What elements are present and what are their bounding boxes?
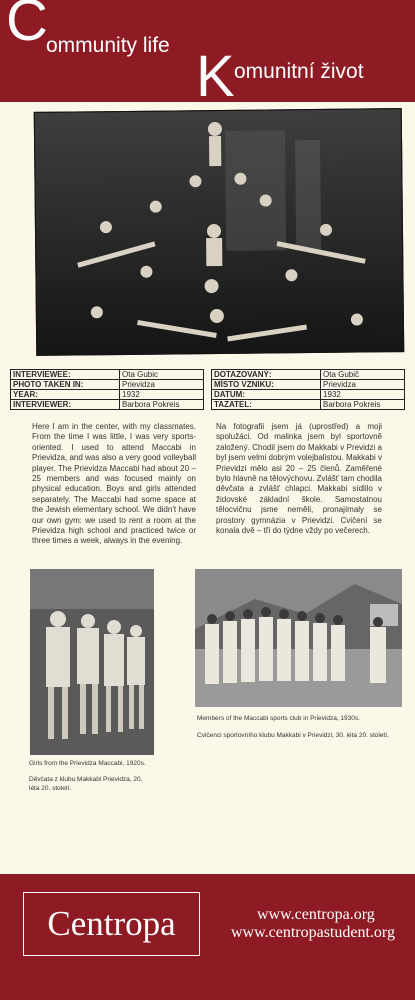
- main-photo: [34, 108, 405, 356]
- info-value: Prievidza: [120, 380, 204, 390]
- info-row: [11, 370, 204, 380]
- info-value: 1932: [120, 390, 204, 400]
- info-row: [11, 400, 204, 410]
- info-value: Barbora Pokreis: [120, 400, 204, 410]
- title-cz: omunitní život: [234, 60, 364, 83]
- title-en: ommunity life: [46, 34, 170, 57]
- info-key: MÍSTO VZNIKU:: [212, 380, 321, 390]
- info-value: Ota Gubič: [321, 370, 405, 380]
- info-value: Prievidza: [321, 380, 405, 390]
- centropa-link[interactable]: www.centropa.org: [257, 906, 375, 923]
- girls-photo: [30, 569, 154, 755]
- info-key: INTERVIEWEE:: [11, 370, 120, 380]
- body-text-en: Here I am in the center, with my classmates. From the time I was little, I was very sports-oriented. I used to attend Maccabi in Prievidza, and was also a very good volleyball player. The Prievidza Maccabi had about 20 – 25 members and was focused mainly on physical education. Boys and girls attended separately. The Maccabi had some space at the Jewish elementary school. We didn't have our own gym: we used to rent a room at the Prievidza high school and practiced twice or three times a week, always in the evening.: [32, 422, 196, 546]
- info-value: Ota Gubic: [120, 370, 204, 380]
- caption-girls-en: Girls from the Prievidza Maccabi, 1920s.: [29, 760, 146, 767]
- info-row: [212, 370, 405, 380]
- title-en-initial: C: [6, 0, 48, 53]
- info-key: PHOTO TAKEN IN:: [11, 380, 120, 390]
- caption-club-cz: Cvičenci sportovního klubu Makkabi v Prievidzi, 30. léta 20. století.: [197, 732, 389, 739]
- body-text-cz: Na fotografii jsem já (uprostřed) a moji spolužáci. Od malinka jsem byl sportovně založený. Chodil jsem do Makkabi v Previdzi a byl jsem velmi dobrým volejbalistou. Makkabi v Prievidzi mělo asi 20 – 25 členů. Zaměřené bylo hlavně na tělovýchovu. Zvlášť tam chodila děvčata a zvlášť chlapci. Makkabi sídlilo v židovské základní škole. Samostatnou tělocvičnu jsme neměli, pronajímaly se prostory gymnázia v Prievidzi. Cvičení se konala dvě – tři do týdne vždy po večerech.: [216, 422, 382, 536]
- gymnasts-pyramid-image: [35, 109, 404, 355]
- info-row: [212, 380, 405, 390]
- info-key: DOTAZOVANÝ:: [212, 370, 321, 380]
- info-key: TAZATEL:: [212, 400, 321, 410]
- info-table-en: [10, 369, 204, 410]
- info-key: YEAR:: [11, 390, 120, 400]
- info-key: INTERVIEWER:: [11, 400, 120, 410]
- caption-girls-cz: Děvčata z klubu Makkabi Prievidza, 20. léta 20. století.: [29, 776, 143, 792]
- info-row: [11, 390, 204, 400]
- caption-club-en: Members of the Maccabi sports club in Prievidza, 1930s.: [197, 715, 360, 722]
- centropa-logo: Centropa: [47, 904, 176, 943]
- info-row: [212, 400, 405, 410]
- club-members-image: [195, 569, 402, 707]
- info-row: [11, 380, 204, 390]
- centropastudent-link[interactable]: www.centropastudent.org: [231, 924, 395, 941]
- info-table-cz: [211, 369, 405, 410]
- title-cz-initial: K: [196, 44, 235, 109]
- info-value: 1932: [321, 390, 405, 400]
- club-photo: [195, 569, 402, 707]
- info-row: [212, 390, 405, 400]
- girls-image: [30, 569, 154, 755]
- info-key: DATUM:: [212, 390, 321, 400]
- info-value: Barbora Pokreis: [321, 400, 405, 410]
